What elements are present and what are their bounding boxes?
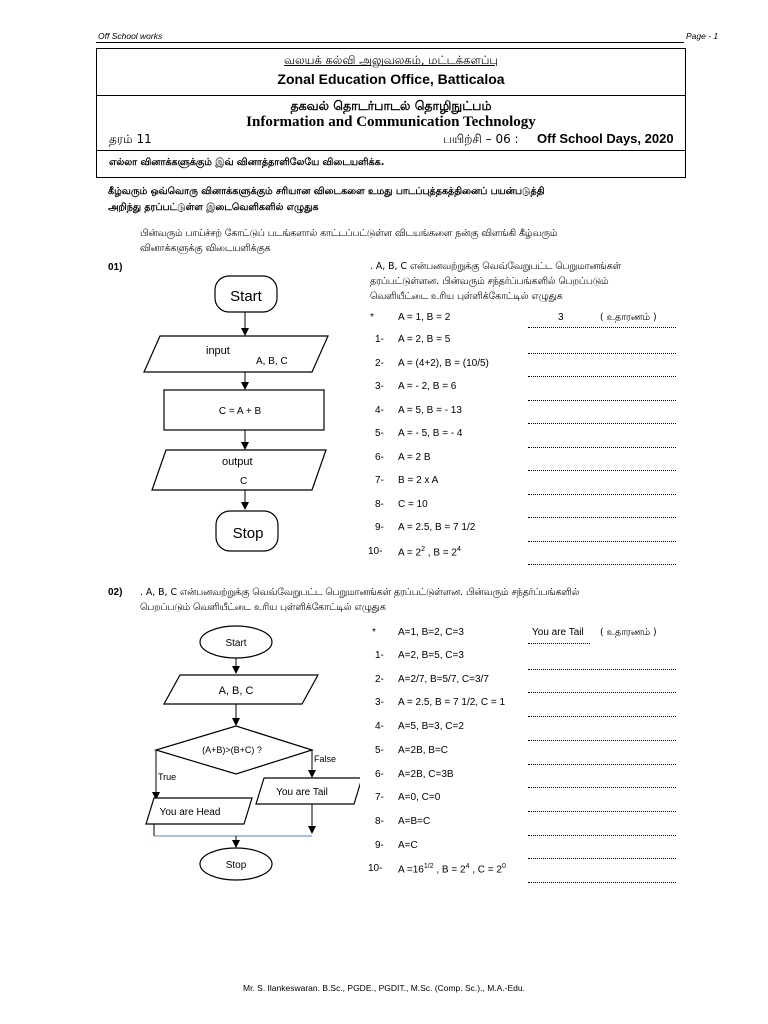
- q2-item-number: 6-: [375, 768, 384, 780]
- q1-item-number: 1-: [375, 334, 384, 345]
- q1-example-text: A = 1, B = 2: [398, 312, 451, 323]
- q2-example-note: ( உதாரணம் ): [600, 627, 657, 638]
- q1-input-label: input: [206, 345, 230, 357]
- q2-item-text: A = 2.5, B = 7 1/2, C = 1: [398, 697, 506, 709]
- q1-item-number: 2-: [375, 357, 384, 369]
- q2-answer-line[interactable]: [528, 691, 676, 693]
- q1-item-text: A = 2, B = 5: [398, 334, 451, 345]
- q1-item-number: 8-: [375, 498, 384, 510]
- q2-item-number: 10-: [368, 863, 383, 875]
- q2-answer-line[interactable]: [528, 810, 676, 812]
- instruction-text: எல்லா வினாக்களுக்கும் இவ் வினாத்தாளிலேயே விடையளிக்க.: [109, 157, 385, 168]
- q2-false-label: False: [314, 754, 337, 764]
- q2-example-text: A=1, B=2, C=3: [398, 627, 464, 638]
- q1-answer-line[interactable]: [528, 493, 676, 495]
- header-left: Off School works: [98, 31, 163, 41]
- grade: தரம் 11: [109, 132, 152, 146]
- q2-example-bullet: *: [372, 627, 376, 638]
- q1-example-answer-line: [528, 326, 676, 328]
- q1-example-note: ( உதாரணம் ): [600, 312, 657, 323]
- q1-item-number: 4-: [375, 404, 384, 416]
- q2-text-2: பெறப்படும் வெளியீட்டை உரிய புள்ளிக்கோட்டில் எழுதுக: [140, 602, 386, 613]
- subject-tamil: தகவல் தொடர்பாடல் தொழிநுட்பம்: [290, 98, 492, 113]
- q2-answer-line[interactable]: [528, 668, 676, 670]
- q2-input-label: A, B, C: [218, 685, 254, 697]
- q2-item-text: A=2, B=5, C=3: [398, 650, 464, 661]
- q2-item-text: A=B=C: [398, 815, 431, 827]
- q1-item-text: A = 2.5, B = 7 1/2: [398, 522, 476, 533]
- subject-english: Information and Communication Technology: [246, 114, 536, 130]
- header-right: Page - 1: [686, 31, 719, 41]
- q1-item-text: A = - 5, B = - 4: [398, 428, 463, 439]
- q1-item-number: 3-: [375, 381, 384, 392]
- q1-input-parallelogram: [144, 336, 328, 372]
- q2-answer-line[interactable]: [528, 834, 676, 836]
- q2-example-answer: You are Tail: [532, 627, 584, 638]
- q2-tail-label: You are Tail: [276, 787, 328, 798]
- q2-item-text: A=2B, C=3B: [398, 768, 454, 780]
- q2-head-label: You are Head: [159, 807, 221, 818]
- q2-answer-line[interactable]: [528, 881, 676, 883]
- q2-item-text: A=2/7, B=5/7, C=3/7: [398, 673, 489, 685]
- q1-flowchart: [130, 262, 350, 582]
- office-box: [96, 48, 686, 96]
- q1-item-text: $A = 2^2$ , $B = 2^4$: [398, 545, 461, 558]
- q1-process-label: C = A + B: [218, 406, 262, 417]
- q2-item-text: A=5, B=3, C=2: [398, 721, 464, 733]
- q1-item-text: C = 10: [398, 498, 428, 510]
- q2-stop-label: Stop: [225, 860, 247, 871]
- q2-example-answer-line: [528, 642, 590, 644]
- q1-answer-line[interactable]: [528, 375, 676, 377]
- q1-answer-line[interactable]: [528, 446, 676, 448]
- q1-item-text: A = (4+2), B = (10/5): [398, 357, 489, 369]
- q2-true-label: True: [158, 772, 177, 782]
- q1-answer-line[interactable]: [528, 352, 676, 354]
- q2-start-label: Start: [225, 638, 247, 649]
- exercise-number: பயிற்சி – 06 :: [443, 132, 519, 146]
- q2-item-number: 2-: [375, 673, 384, 685]
- q2-item-number: 7-: [375, 792, 384, 804]
- q1-item-number: 5-: [375, 428, 384, 439]
- intro-line-3: பின்வரும் பாய்ச்சற் கோட்டுப் படங்களால் காட்டப்பட்டுள்ள விடயங்களை நன்கு விளங்கி கீழ்வரும்: [140, 228, 558, 239]
- q1-text-2: தரப்பட்டுள்ளன. பின்வரும் சந்தர்ப்பங்களில் பெறப்படும்: [370, 276, 609, 287]
- q2-item-number: 8-: [375, 815, 384, 827]
- subject-box: [96, 94, 686, 151]
- q1-answer-line[interactable]: [528, 469, 676, 471]
- office-tamil: வலயக் கல்வி அலுவலகம், மட்டக்களப்பு: [284, 53, 498, 67]
- q1-item-text: B = 2 x A: [398, 475, 439, 486]
- q1-example-bullet: *: [370, 312, 374, 323]
- q1-answer-line[interactable]: [528, 516, 676, 518]
- intro-line-4: வினாக்களுக்கு விடையளிக்குக: [140, 243, 271, 254]
- q1-item-number: 9-: [375, 522, 384, 533]
- q2-item-number: 9-: [375, 839, 384, 851]
- q2-item-text: A=C: [398, 839, 418, 851]
- footer-credit: Mr. S. Ilankeswaran. B.Sc., PGDE., PGDIT., M.Sc. (Comp. Sc.)., M.A.-Edu.: [243, 983, 525, 993]
- intro-line-2: அறிந்து தரப்பட்டுள்ள இடைவெளிகளில் எழுதுக: [108, 202, 319, 213]
- instruction-box: [96, 150, 686, 178]
- q1-item-number: 7-: [375, 475, 384, 486]
- q2-item-text: $A =16^{1/2}$ , $B = 2^4$ , $C = 2^0$: [398, 863, 506, 876]
- q1-output-var: C: [240, 476, 248, 487]
- q1-example-answer: 3: [558, 312, 564, 323]
- q2-item-number: 3-: [375, 697, 384, 709]
- q1-item-text: A = 5, B = - 13: [398, 404, 462, 416]
- office-english: Zonal Education Office, Batticaloa: [277, 71, 505, 87]
- q2-flowchart: [140, 618, 360, 894]
- q1-input-vars: A, B, C: [256, 356, 288, 367]
- q2-decision-label: (A+B)>(B+C) ?: [202, 745, 262, 755]
- q1-text-1: . A, B, C என்பனவற்றுக்கு வெவ்வேறுபட்ட பெறுமானங்கள்: [370, 261, 621, 272]
- q1-number: 01): [108, 262, 123, 273]
- q1-text-3: வெளியீட்டை உரிய புள்ளிக்கோட்டில் எழுதுக: [370, 291, 563, 302]
- q1-answer-line[interactable]: [528, 563, 676, 565]
- q2-answer-line[interactable]: [528, 739, 676, 741]
- q1-stop-label: Stop: [232, 525, 264, 542]
- q1-item-text: A = - 2, B = 6: [398, 381, 457, 392]
- q2-item-number: 1-: [375, 650, 384, 661]
- header-rule: [96, 42, 684, 43]
- q2-answer-line[interactable]: [528, 857, 676, 859]
- q1-answer-line[interactable]: [528, 399, 676, 401]
- q2-item-number: 5-: [375, 744, 384, 756]
- q1-item-number: 6-: [375, 451, 384, 463]
- intro-line-1: கீழ்வரும் ஒவ்வொரு வினாக்களுக்கும் சரியான விடைகளை உமது பாடப்புத்தகத்தினைப் பயன்படுத்தி: [108, 186, 545, 197]
- q2-item-number: 4-: [375, 721, 384, 733]
- q2-answer-line[interactable]: [528, 763, 676, 765]
- q2-number: 02): [108, 587, 123, 598]
- q2-item-text: A=2B, B=C: [398, 744, 449, 756]
- q2-text-1: . A, B, C என்பனவற்றுக்கு வெவ்வேறுபட்ட பெறுமானங்கள் தரப்பட்டுள்ளன. பின்வரும் சந்தர்ப்பங்களில்: [140, 587, 580, 598]
- q1-answer-line[interactable]: [528, 540, 676, 542]
- q1-start-label: Start: [230, 288, 262, 305]
- q1-output-label: output: [222, 456, 253, 468]
- q2-answer-line[interactable]: [528, 786, 676, 788]
- q2-answer-line[interactable]: [528, 715, 676, 717]
- off-school-days: Off School Days, 2020: [537, 131, 674, 146]
- q1-item-text: A = 2 B: [398, 451, 431, 463]
- q2-item-text: A=0, C=0: [398, 792, 441, 804]
- q1-item-number: 10-: [368, 545, 383, 557]
- q1-answer-line[interactable]: [528, 422, 676, 424]
